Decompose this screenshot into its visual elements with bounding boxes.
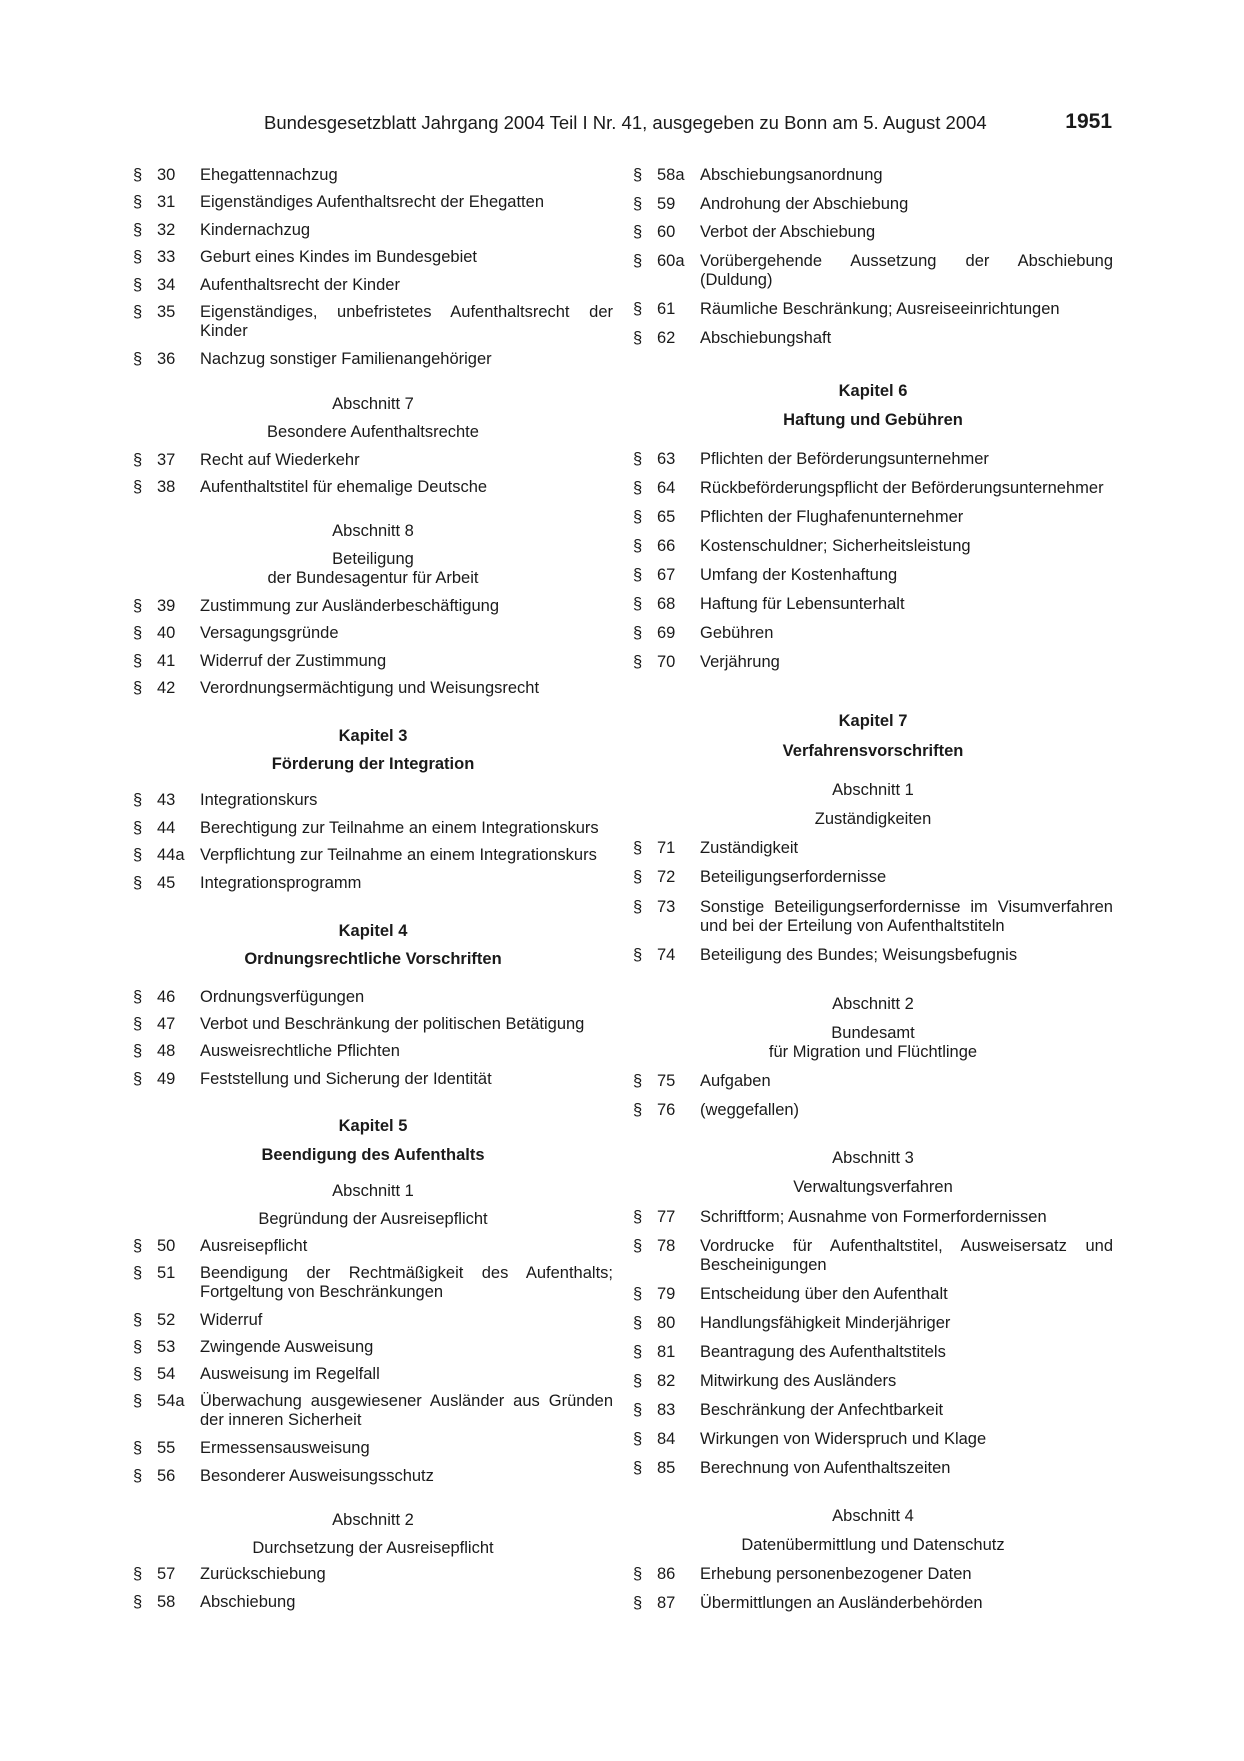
section-title: Androhung der Abschiebung bbox=[700, 195, 909, 213]
section-symbol: § bbox=[633, 1285, 643, 1303]
toc-entry bbox=[133, 652, 613, 671]
toc-entry bbox=[633, 195, 1113, 214]
section-symbol: § bbox=[633, 508, 643, 526]
subsection-heading: Durchsetzung der Ausreisepflicht bbox=[252, 1539, 494, 1557]
section-number: 70 bbox=[657, 653, 676, 671]
toc-entry bbox=[133, 166, 613, 185]
section-symbol: § bbox=[633, 1401, 643, 1419]
section-title: Beendigung der Rechtmäßigkeit des Aufenthalts; Fortgeltung von Beschränkungen bbox=[200, 1264, 613, 1301]
section-symbol: § bbox=[133, 1264, 143, 1282]
toc-entry bbox=[633, 1343, 1113, 1362]
section-title: Wirkungen von Widerspruch und Klage bbox=[700, 1430, 987, 1448]
chapter-heading: Kapitel 7 bbox=[838, 712, 908, 730]
chapter-heading: Kapitel 3 bbox=[338, 727, 408, 745]
subsection-heading: Abschnitt 4 bbox=[832, 1507, 914, 1525]
subsection-heading: Besondere Aufenthaltsrechte bbox=[267, 423, 479, 441]
toc-entry bbox=[133, 193, 613, 212]
section-number: 68 bbox=[657, 595, 676, 613]
chapter-heading: Kapitel 6 bbox=[838, 382, 908, 400]
section-number: 74 bbox=[657, 946, 676, 964]
subsection-heading: Abschnitt 3 bbox=[832, 1149, 914, 1167]
section-symbol: § bbox=[633, 1430, 643, 1448]
section-number: 32 bbox=[157, 221, 176, 239]
section-symbol: § bbox=[133, 1392, 143, 1410]
section-number: 44a bbox=[157, 846, 185, 864]
section-symbol: § bbox=[633, 1314, 643, 1332]
section-symbol: § bbox=[133, 679, 143, 697]
section-symbol: § bbox=[133, 1015, 143, 1033]
section-number: 67 bbox=[657, 566, 676, 584]
section-symbol: § bbox=[633, 1459, 643, 1477]
section-title: Beschränkung der Anfechtbarkeit bbox=[700, 1401, 944, 1419]
subsection-heading: Abschnitt 1 bbox=[332, 1182, 414, 1200]
section-symbol: § bbox=[133, 652, 143, 670]
toc-entry bbox=[633, 868, 1113, 887]
toc-entry bbox=[633, 479, 1113, 498]
toc-entry bbox=[133, 597, 613, 616]
section-number: 45 bbox=[157, 874, 176, 892]
section-title: Beantragung des Aufenthaltstitels bbox=[700, 1343, 946, 1361]
section-symbol: § bbox=[133, 1365, 143, 1383]
section-title: Abschiebung bbox=[200, 1593, 296, 1611]
section-symbol: § bbox=[633, 300, 643, 318]
section-title: Umfang der Kostenhaftung bbox=[700, 566, 898, 584]
section-symbol: § bbox=[633, 195, 643, 213]
page-number: 1951 bbox=[1065, 110, 1112, 133]
chapter-heading: Beendigung des Aufenthalts bbox=[261, 1146, 485, 1164]
section-symbol: § bbox=[633, 1208, 643, 1226]
section-title: Kindernachzug bbox=[200, 221, 311, 239]
section-number: 54a bbox=[157, 1392, 185, 1410]
section-number: 82 bbox=[657, 1372, 676, 1390]
section-title: Besonderer Ausweisungsschutz bbox=[200, 1467, 434, 1485]
section-symbol: § bbox=[633, 537, 643, 555]
section-symbol: § bbox=[633, 1594, 643, 1612]
section-title: Nachzug sonstiger Familienangehöriger bbox=[200, 350, 492, 368]
section-title: Feststellung und Sicherung der Identität bbox=[200, 1070, 492, 1088]
chapter-heading: Kapitel 5 bbox=[338, 1117, 408, 1135]
section-title: Ausweisung im Regelfall bbox=[200, 1365, 380, 1383]
subsection-heading: Verwaltungsverfahren bbox=[793, 1178, 953, 1196]
section-number: 42 bbox=[157, 679, 176, 697]
section-title: Entscheidung über den Aufenthalt bbox=[700, 1285, 948, 1303]
section-symbol: § bbox=[133, 1237, 143, 1255]
section-symbol: § bbox=[133, 350, 143, 368]
section-symbol: § bbox=[633, 868, 643, 886]
section-number: 40 bbox=[157, 624, 176, 642]
section-symbol: § bbox=[133, 1042, 143, 1060]
section-title: Berechtigung zur Teilnahme an einem Integrationskurs bbox=[200, 819, 599, 837]
section-number: 46 bbox=[157, 988, 176, 1006]
section-title: Berechnung von Aufenthaltszeiten bbox=[700, 1459, 951, 1477]
section-number: 53 bbox=[157, 1338, 176, 1356]
section-title: Pflichten der Beförderungsunternehmer bbox=[700, 450, 989, 468]
toc-entry bbox=[133, 1237, 613, 1256]
section-title: Beteiligung des Bundes; Weisungsbefugnis bbox=[700, 946, 1018, 964]
section-number: 30 bbox=[157, 166, 176, 184]
section-number: 31 bbox=[157, 193, 176, 211]
section-symbol: § bbox=[633, 223, 643, 241]
section-symbol: § bbox=[133, 1439, 143, 1457]
section-number: 38 bbox=[157, 478, 176, 496]
chapter-heading: Ordnungsrechtliche Vorschriften bbox=[244, 950, 502, 968]
section-title: (weggefallen) bbox=[700, 1101, 800, 1119]
section-title: Aufenthaltsrecht der Kinder bbox=[200, 276, 400, 294]
toc-entry bbox=[133, 1392, 613, 1430]
toc-entry bbox=[633, 1285, 1113, 1304]
section-number: 34 bbox=[157, 276, 176, 294]
section-title: Zwingende Ausweisung bbox=[200, 1338, 374, 1356]
section-symbol: § bbox=[133, 1338, 143, 1356]
section-title: Handlungsfähigkeit Minderjähriger bbox=[700, 1314, 951, 1332]
section-number: 80 bbox=[657, 1314, 676, 1332]
section-symbol: § bbox=[633, 946, 643, 964]
section-number: 55 bbox=[157, 1439, 176, 1457]
section-symbol: § bbox=[633, 252, 643, 270]
section-number: 85 bbox=[657, 1459, 676, 1477]
section-number: 61 bbox=[657, 300, 676, 318]
subsection-heading: Bundesamt bbox=[831, 1024, 915, 1042]
toc-entry bbox=[133, 451, 613, 470]
section-title: Sonstige Beteiligungserfordernisse im Visumverfahren und bei der Erteilung von Aufenthaltstiteln bbox=[700, 898, 1113, 935]
section-title: Integrationsprogramm bbox=[200, 874, 362, 892]
section-number: 49 bbox=[157, 1070, 176, 1088]
subsection-heading: Abschnitt 2 bbox=[332, 1511, 414, 1529]
section-symbol: § bbox=[633, 1372, 643, 1390]
toc-entry bbox=[633, 624, 1113, 643]
section-symbol: § bbox=[133, 193, 143, 211]
section-symbol: § bbox=[133, 1311, 143, 1329]
section-title: Rückbeförderungspflicht der Beförderungsunternehmer bbox=[700, 479, 1104, 497]
section-title: Mitwirkung des Ausländers bbox=[700, 1372, 897, 1390]
section-title: Widerruf bbox=[200, 1311, 263, 1329]
section-title: Widerruf der Zustimmung bbox=[200, 652, 387, 670]
toc-entry bbox=[633, 537, 1113, 556]
section-title: Pflichten der Flughafenunternehmer bbox=[700, 508, 964, 526]
chapter-heading: Kapitel 4 bbox=[338, 922, 408, 940]
section-number: 57 bbox=[157, 1565, 176, 1583]
section-symbol: § bbox=[133, 1565, 143, 1583]
section-title: Eigenständiges Aufenthaltsrecht der Ehegatten bbox=[200, 193, 544, 211]
section-title: Übermittlungen an Ausländerbehörden bbox=[700, 1594, 983, 1612]
section-number: 71 bbox=[657, 839, 676, 857]
section-number: 48 bbox=[157, 1042, 176, 1060]
section-symbol: § bbox=[133, 248, 143, 266]
section-number: 84 bbox=[657, 1430, 676, 1448]
section-symbol: § bbox=[633, 898, 643, 916]
chapter-heading: Haftung und Gebühren bbox=[783, 411, 963, 429]
section-title: Ordnungsverfügungen bbox=[200, 988, 365, 1006]
toc-entry bbox=[633, 252, 1113, 290]
section-number: 50 bbox=[157, 1237, 176, 1255]
section-title: Ehegattennachzug bbox=[200, 166, 338, 184]
toc-entry bbox=[633, 653, 1113, 672]
section-symbol: § bbox=[133, 624, 143, 642]
section-number: 43 bbox=[157, 791, 176, 809]
toc-entry bbox=[133, 791, 613, 810]
section-title: Verordnungsermächtigung und Weisungsrecht bbox=[200, 679, 540, 697]
subsection-heading: Begründung der Ausreisepflicht bbox=[258, 1210, 488, 1228]
section-symbol: § bbox=[133, 303, 143, 321]
section-number: 76 bbox=[657, 1101, 676, 1119]
section-symbol: § bbox=[633, 1565, 643, 1583]
subsection-heading: Zuständigkeiten bbox=[814, 810, 932, 828]
toc-entry bbox=[133, 1338, 613, 1357]
section-title: Schriftform; Ausnahme von Formerfordernissen bbox=[700, 1208, 1047, 1226]
section-symbol: § bbox=[633, 450, 643, 468]
section-number: 47 bbox=[157, 1015, 176, 1033]
toc-entry bbox=[633, 946, 1113, 965]
toc-entry bbox=[133, 1365, 613, 1384]
toc-entry bbox=[133, 1439, 613, 1458]
section-number: 79 bbox=[657, 1285, 676, 1303]
section-symbol: § bbox=[133, 819, 143, 837]
section-number: 81 bbox=[657, 1343, 676, 1361]
toc-entry bbox=[633, 1101, 1113, 1120]
section-number: 58a bbox=[657, 166, 685, 184]
section-symbol: § bbox=[133, 791, 143, 809]
section-title: Verbot der Abschiebung bbox=[700, 223, 876, 241]
section-number: 59 bbox=[657, 195, 676, 213]
toc-entry bbox=[133, 874, 613, 893]
section-symbol: § bbox=[633, 1237, 643, 1255]
section-symbol: § bbox=[133, 1467, 143, 1485]
section-symbol: § bbox=[133, 166, 143, 184]
toc-entry bbox=[133, 478, 613, 497]
header-title: Bundesgesetzblatt Jahrgang 2004 Teil I Nr. 41, ausgegeben zu Bonn am 5. August 2004 bbox=[264, 112, 987, 133]
section-number: 66 bbox=[657, 537, 676, 555]
section-number: 56 bbox=[157, 1467, 176, 1485]
subsection-heading: der Bundesagentur für Arbeit bbox=[267, 569, 479, 587]
section-title: Zustimmung zur Ausländerbeschäftigung bbox=[200, 597, 499, 615]
toc-entry bbox=[133, 1467, 613, 1486]
section-title: Versagungsgründe bbox=[200, 624, 339, 642]
section-title: Verbot und Beschränkung der politischen Betätigung bbox=[200, 1015, 585, 1033]
section-symbol: § bbox=[633, 595, 643, 613]
section-number: 87 bbox=[657, 1594, 676, 1612]
section-symbol: § bbox=[133, 1070, 143, 1088]
section-symbol: § bbox=[133, 874, 143, 892]
toc-entry bbox=[133, 221, 613, 240]
section-number: 78 bbox=[657, 1237, 676, 1255]
subsection-heading: Beteiligung bbox=[332, 550, 414, 568]
section-title: Zurückschiebung bbox=[200, 1565, 326, 1583]
toc-entry bbox=[633, 1459, 1113, 1478]
section-number: 86 bbox=[657, 1565, 676, 1583]
toc-entry bbox=[633, 1314, 1113, 1333]
section-symbol: § bbox=[133, 451, 143, 469]
toc-entry bbox=[133, 846, 613, 865]
toc-entry bbox=[133, 1565, 613, 1584]
section-number: 73 bbox=[657, 898, 676, 916]
toc-entry bbox=[133, 276, 613, 295]
section-title: Vorübergehende Aussetzung der Abschiebung (Duldung) bbox=[700, 252, 1113, 289]
toc-entry bbox=[633, 300, 1113, 319]
section-number: 51 bbox=[157, 1264, 176, 1282]
section-symbol: § bbox=[133, 221, 143, 239]
toc-entry bbox=[133, 624, 613, 643]
section-number: 35 bbox=[157, 303, 176, 321]
toc-entry bbox=[133, 350, 613, 369]
section-symbol: § bbox=[133, 988, 143, 1006]
toc-entry bbox=[133, 1015, 613, 1034]
section-symbol: § bbox=[633, 1101, 643, 1119]
section-title: Beteiligungserfordernisse bbox=[700, 868, 887, 886]
chapter-heading: Verfahrensvorschriften bbox=[782, 742, 964, 760]
section-title: Eigenständiges, unbefristetes Aufenthaltsrecht der Kinder bbox=[200, 303, 613, 340]
section-title: Erhebung personenbezogener Daten bbox=[700, 1565, 972, 1583]
toc-entry bbox=[133, 1311, 613, 1330]
section-symbol: § bbox=[633, 566, 643, 584]
page-header bbox=[130, 110, 1112, 136]
section-title: Aufgaben bbox=[700, 1072, 771, 1090]
section-symbol: § bbox=[633, 653, 643, 671]
section-title: Aufenthaltstitel für ehemalige Deutsche bbox=[200, 478, 488, 496]
section-number: 37 bbox=[157, 451, 176, 469]
section-number: 63 bbox=[657, 450, 676, 468]
section-title: Räumliche Beschränkung; Ausreiseeinrichtungen bbox=[700, 300, 1060, 318]
section-number: 54 bbox=[157, 1365, 176, 1383]
section-title: Integrationskurs bbox=[200, 791, 318, 809]
section-number: 65 bbox=[657, 508, 676, 526]
section-title: Überwachung ausgewiesener Ausländer aus Gründen der inneren Sicherheit bbox=[200, 1392, 613, 1429]
section-title: Ausweisrechtliche Pflichten bbox=[200, 1042, 400, 1060]
toc-entry bbox=[633, 839, 1113, 858]
toc-entry bbox=[633, 566, 1113, 585]
toc-entry bbox=[133, 303, 613, 341]
section-symbol: § bbox=[133, 597, 143, 615]
toc-entry bbox=[633, 1430, 1113, 1449]
toc-entry bbox=[133, 248, 613, 267]
section-title: Abschiebungsanordnung bbox=[700, 166, 883, 184]
toc-entry bbox=[133, 1264, 613, 1302]
section-number: 60 bbox=[657, 223, 676, 241]
section-title: Ausreisepflicht bbox=[200, 1237, 308, 1255]
toc-entry bbox=[133, 1593, 613, 1612]
toc-entry bbox=[633, 1072, 1113, 1091]
toc-entry bbox=[633, 1208, 1113, 1227]
toc-entry bbox=[633, 1401, 1113, 1420]
toc-entry bbox=[633, 223, 1113, 242]
section-title: Abschiebungshaft bbox=[700, 329, 832, 347]
section-number: 60a bbox=[657, 252, 685, 270]
toc-entry bbox=[133, 679, 613, 698]
toc-entry bbox=[633, 450, 1113, 469]
section-symbol: § bbox=[633, 624, 643, 642]
section-symbol: § bbox=[633, 1343, 643, 1361]
section-symbol: § bbox=[133, 846, 143, 864]
section-title: Verpflichtung zur Teilnahme an einem Integrationskurs bbox=[200, 846, 597, 864]
toc-entry bbox=[633, 1237, 1113, 1275]
section-title: Vordrucke für Aufenthaltstitel, Ausweisersatz und Bescheinigungen bbox=[700, 1237, 1113, 1274]
subsection-heading: Abschnitt 8 bbox=[332, 522, 414, 540]
toc-entry bbox=[633, 898, 1113, 936]
section-symbol: § bbox=[633, 479, 643, 497]
section-number: 44 bbox=[157, 819, 176, 837]
section-symbol: § bbox=[133, 276, 143, 294]
section-number: 52 bbox=[157, 1311, 176, 1329]
section-symbol: § bbox=[633, 166, 643, 184]
subsection-heading: für Migration und Flüchtlinge bbox=[768, 1043, 978, 1061]
toc-entry bbox=[633, 1594, 1113, 1613]
section-symbol: § bbox=[133, 478, 143, 496]
section-title: Verjährung bbox=[700, 653, 780, 671]
section-number: 69 bbox=[657, 624, 676, 642]
chapter-heading: Förderung der Integration bbox=[271, 755, 475, 773]
toc-entry bbox=[633, 329, 1113, 348]
toc-entry bbox=[133, 1070, 613, 1089]
toc-entry bbox=[633, 166, 1113, 185]
section-number: 64 bbox=[657, 479, 676, 497]
toc-entry bbox=[633, 508, 1113, 527]
section-symbol: § bbox=[633, 839, 643, 857]
section-number: 77 bbox=[657, 1208, 676, 1226]
section-symbol: § bbox=[633, 329, 643, 347]
section-number: 36 bbox=[157, 350, 176, 368]
subsection-heading: Abschnitt 7 bbox=[332, 395, 414, 413]
section-number: 83 bbox=[657, 1401, 676, 1419]
section-title: Geburt eines Kindes im Bundesgebiet bbox=[200, 248, 478, 266]
section-number: 33 bbox=[157, 248, 176, 266]
section-number: 39 bbox=[157, 597, 176, 615]
subsection-heading: Abschnitt 2 bbox=[832, 995, 914, 1013]
section-symbol: § bbox=[633, 1072, 643, 1090]
section-number: 58 bbox=[157, 1593, 176, 1611]
section-symbol: § bbox=[133, 1593, 143, 1611]
section-title: Ermessensausweisung bbox=[200, 1439, 370, 1457]
section-title: Haftung für Lebensunterhalt bbox=[700, 595, 905, 613]
subsection-heading: Abschnitt 1 bbox=[832, 781, 914, 799]
section-title: Zuständigkeit bbox=[700, 839, 799, 857]
section-number: 72 bbox=[657, 868, 676, 886]
toc-entry bbox=[633, 1372, 1113, 1391]
toc-entry bbox=[133, 988, 613, 1007]
subsection-heading: Datenübermittlung und Datenschutz bbox=[741, 1536, 1005, 1554]
section-title: Kostenschuldner; Sicherheitsleistung bbox=[700, 537, 971, 555]
section-number: 75 bbox=[657, 1072, 676, 1090]
section-number: 41 bbox=[157, 652, 176, 670]
section-title: Gebühren bbox=[700, 624, 774, 642]
toc-entry bbox=[633, 1565, 1113, 1584]
toc-entry bbox=[133, 819, 613, 838]
section-number: 62 bbox=[657, 329, 676, 347]
toc-entry bbox=[633, 595, 1113, 614]
section-title: Recht auf Wiederkehr bbox=[200, 451, 360, 469]
toc-entry bbox=[133, 1042, 613, 1061]
